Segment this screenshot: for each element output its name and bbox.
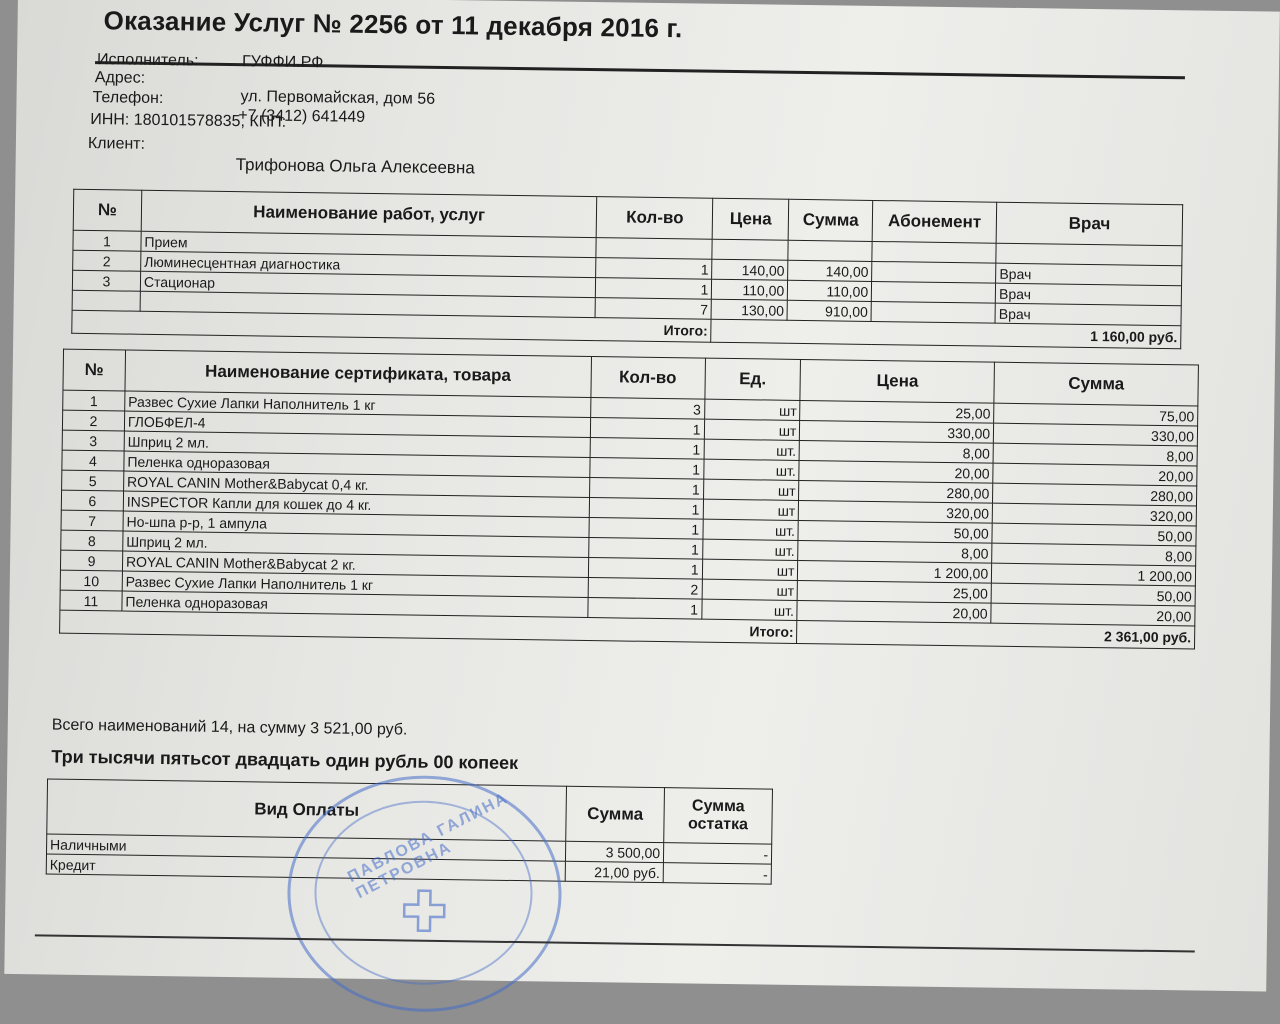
payment-header-row bbox=[47, 779, 773, 844]
col-doctor: Врач bbox=[996, 202, 1182, 246]
table-row: 9 ROYAL CANIN Mother&Babycat 2 кг. 1 шт 1 200,00 1 200,00 bbox=[60, 550, 1195, 586]
table-row: 1 Прием bbox=[73, 230, 1182, 265]
table-row: 4 Пеленка одноразовая 1 шт. 20,00 20,00 bbox=[62, 450, 1197, 486]
col-price: Цена bbox=[713, 198, 790, 240]
table-row: 8 Шприц 2 мл. 1 шт. 8,00 8,00 bbox=[61, 530, 1196, 566]
table-row: 2 ГЛОБФЕЛ-4 1 шт 330,00 330,00 bbox=[62, 410, 1197, 446]
executor-label: Исполнитель: bbox=[96, 51, 199, 70]
payment-table bbox=[46, 778, 773, 884]
table-row: Наличными 3 500,00 - bbox=[46, 834, 771, 864]
col-number: № bbox=[73, 189, 141, 231]
executor-value: ГУФФИ.РФ bbox=[241, 53, 324, 72]
col-number: № bbox=[63, 349, 125, 391]
address-value: ул. Первомайская, дом 56 bbox=[240, 88, 436, 108]
phone-label: Телефон: bbox=[92, 89, 164, 108]
table-row: 3 Шприц 2 мл. 1 шт. 8,00 8,00 bbox=[62, 430, 1197, 466]
table-row: 3 Стационар 1 110,00 110,00 Врач bbox=[72, 270, 1181, 305]
table-row: 7 130,00 910,00 Врач bbox=[72, 290, 1181, 325]
client-value: Трифонова Ольга Алексеевна bbox=[235, 155, 475, 178]
address-label: Адрес: bbox=[94, 69, 146, 87]
table-row: 1 Развес Сухие Лапки Наполнитель 1 кг 3 шт 25,00 75,00 bbox=[63, 390, 1198, 426]
goods-total-value: 2 361,00 руб. bbox=[797, 620, 1195, 649]
medical-cross-icon bbox=[402, 888, 447, 933]
goods-total-label: Итого: bbox=[60, 610, 798, 643]
table-row: 7 Но-шпа р-р, 1 ампула 1 шт. 50,00 50,00 bbox=[61, 510, 1196, 546]
inn-line: ИНН: 180101578835, КПП: bbox=[90, 111, 287, 131]
table-row: 5 ROYAL CANIN Mother&Babycat 0,4 кг. 1 шт 280,00 280,00 bbox=[62, 470, 1197, 506]
services-total-value: 1 160,00 руб. bbox=[711, 319, 1181, 349]
col-qty: Кол-во bbox=[591, 357, 705, 400]
table-row: 11 Пеленка одноразовая 1 шт. 20,00 20,00 bbox=[60, 590, 1195, 626]
document-title: Оказание Услуг № 2256 от 11 декабря 2016 г. bbox=[103, 5, 683, 44]
summary-totals: Всего наименований 14, на сумму 3 521,00 руб. bbox=[51, 716, 408, 739]
table-row: 2 Люминесцентная диагностика 1 140,00 140,00 Врач bbox=[73, 250, 1182, 285]
col-subscription: Абонемент bbox=[872, 200, 997, 243]
col-payment-rest: Сумма остатка bbox=[664, 788, 773, 845]
col-price: Цена bbox=[800, 359, 994, 403]
summary-in-words: Три тысячи пятьсот двадцать один рубль 00 копеек bbox=[51, 746, 519, 774]
col-service-name: Наименование работ, услуг bbox=[141, 190, 597, 237]
col-sum: Сумма bbox=[994, 362, 1198, 406]
table-row: 6 INSPECTOR Капли для кошек до 4 кг. 1 шт 320,00 320,00 bbox=[61, 490, 1196, 526]
goods-table bbox=[59, 349, 1199, 650]
col-goods-name: Наименование сертификата, товара bbox=[125, 350, 591, 397]
col-payment-type: Вид Оплаты bbox=[47, 779, 567, 841]
col-qty: Кол-во bbox=[597, 197, 713, 240]
phone-value: +7 (3412) 641449 bbox=[238, 107, 366, 126]
table-row: 10 Развес Сухие Лапки Наполнитель 1 кг 2 шт 25,00 50,00 bbox=[60, 570, 1195, 606]
col-unit: Ед. bbox=[704, 358, 800, 400]
seal-text: ПАВЛОВА ГАЛИНА ПЕТРОВНА bbox=[345, 789, 512, 903]
receipt-paper bbox=[4, 0, 1280, 992]
services-total-label: Итого: bbox=[72, 310, 712, 342]
bottom-divider bbox=[35, 934, 1195, 952]
table-row: Кредит 21,00 руб. - bbox=[46, 854, 771, 884]
col-payment-sum: Сумма bbox=[566, 786, 665, 842]
col-sum: Сумма bbox=[788, 199, 873, 241]
services-table bbox=[71, 189, 1183, 349]
client-label: Клиент: bbox=[87, 134, 146, 153]
